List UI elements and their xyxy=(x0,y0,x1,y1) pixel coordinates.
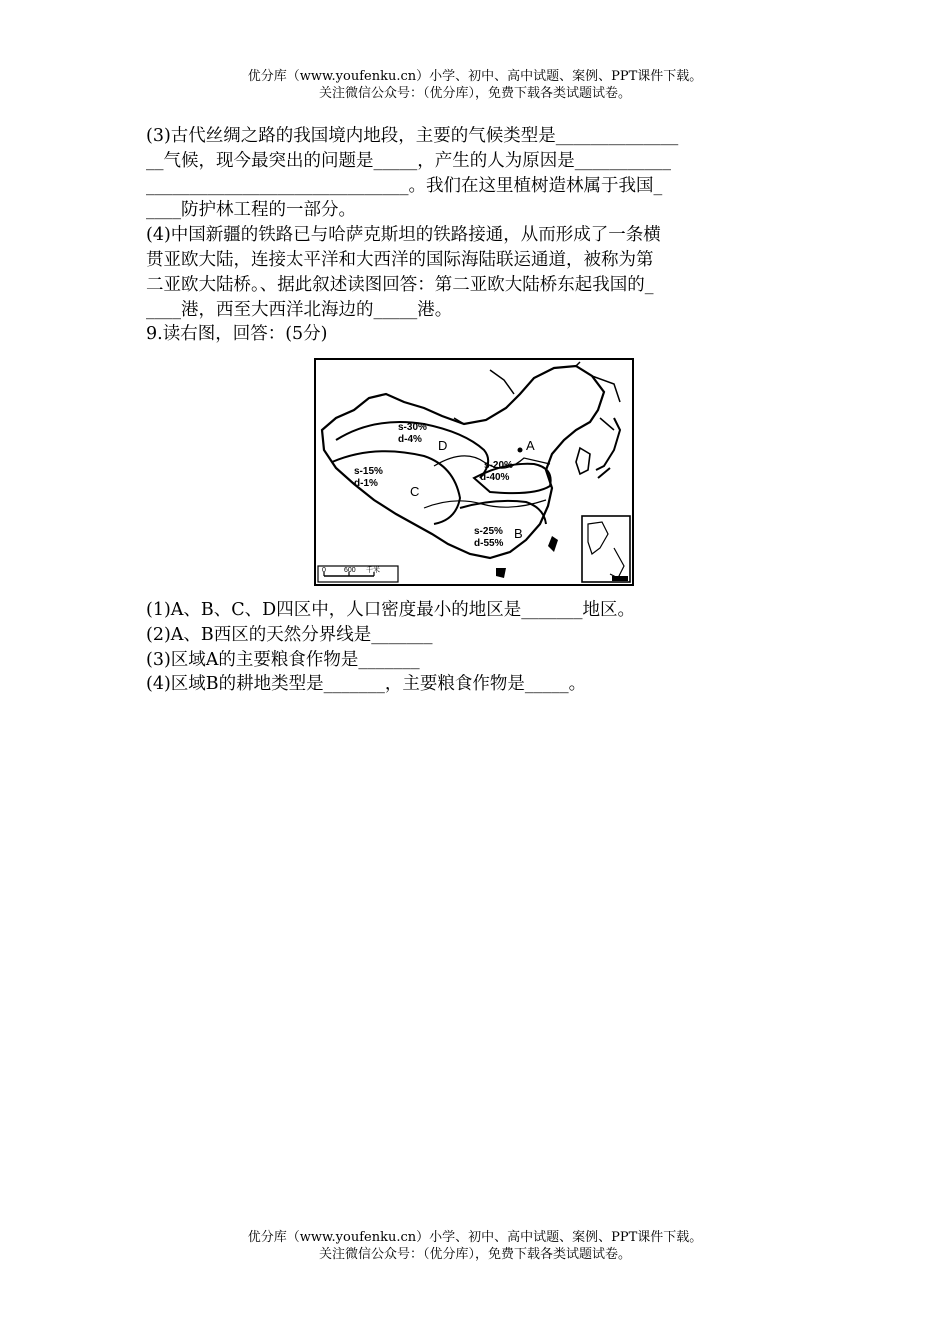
text-line: 贯亚欧大陆，连接太平洋和大西洋的国际海陆联运通道，被称为第 xyxy=(146,249,654,270)
region-a-s: s-20% xyxy=(484,460,513,471)
region-c-d: d-1% xyxy=(354,478,378,489)
question-1: (1)A、B、C、D四区中，人口密度最小的地区是_______地区。 xyxy=(146,600,635,620)
question-2: (2)A、B西区的天然分界线是_______ xyxy=(146,624,433,645)
region-d-d: d-4% xyxy=(398,434,422,445)
text-line: __气候，现今最突出的问题是_____，产生的人为原因是___________ xyxy=(146,150,671,171)
region-b-d: d-55% xyxy=(474,538,504,549)
page-header xyxy=(0,68,950,102)
region-b-s: s-25% xyxy=(474,526,503,537)
region-a-d: d-40% xyxy=(480,472,510,483)
region-c-letter: C xyxy=(410,484,420,499)
header-line-2: 关注微信公众号：（优分库），免费下载各类试题试卷。 xyxy=(318,86,631,101)
text-line: (3)古代丝绸之路的我国境内地段，主要的气候类型是______________ xyxy=(146,126,679,146)
page-footer xyxy=(0,1229,950,1263)
text-line: (4)中国新疆的铁路已与哈萨克斯坦的铁路接通，从而形成了一条横 xyxy=(146,225,661,246)
scale-value: 600 xyxy=(344,567,356,574)
scale-unit: 千米 xyxy=(366,567,380,574)
question-3: (3)区域A的主要粮食作物是_______ xyxy=(146,649,420,670)
question-9-title: 9.读右图，回答：(5分) xyxy=(146,324,328,345)
region-b-letter: B xyxy=(514,526,523,541)
point-a-marker xyxy=(518,448,523,453)
scale-zero: 0 xyxy=(322,567,326,574)
map-questions xyxy=(146,598,808,697)
region-d-s: s-30% xyxy=(398,422,427,433)
question-text xyxy=(146,124,808,347)
text-line: ______________________________。我们在这里植树造林属于我国_ xyxy=(146,175,663,196)
footer-line-2: 关注微信公众号：（优分库），免费下载各类试题试卷。 xyxy=(318,1247,631,1262)
text-line: 二亚欧大陆桥。、据此叙述读图回答：第二亚欧大陆桥东起我国的_ xyxy=(146,274,654,295)
china-region-map xyxy=(314,358,634,586)
region-a-letter: A xyxy=(526,438,535,453)
text-line: ____防护林工程的一部分。 xyxy=(146,200,356,221)
text-line: ____港，西至大西洋北海边的_____港。 xyxy=(146,299,453,320)
scale-bar xyxy=(318,565,398,582)
south-china-sea-inset xyxy=(582,516,630,582)
region-d-letter: D xyxy=(438,438,448,453)
question-4: (4)区域B的耕地类型是_______，主要粮食作物是_____。 xyxy=(146,674,587,695)
footer-line-1: 优分库（www.youfenku.cn）小学、初中、高中试题、案例、PPT课件下载。 xyxy=(247,1230,703,1245)
region-c-s: s-15% xyxy=(354,466,383,477)
header-line-1: 优分库（www.youfenku.cn）小学、初中、高中试题、案例、PPT课件下载。 xyxy=(247,69,703,84)
